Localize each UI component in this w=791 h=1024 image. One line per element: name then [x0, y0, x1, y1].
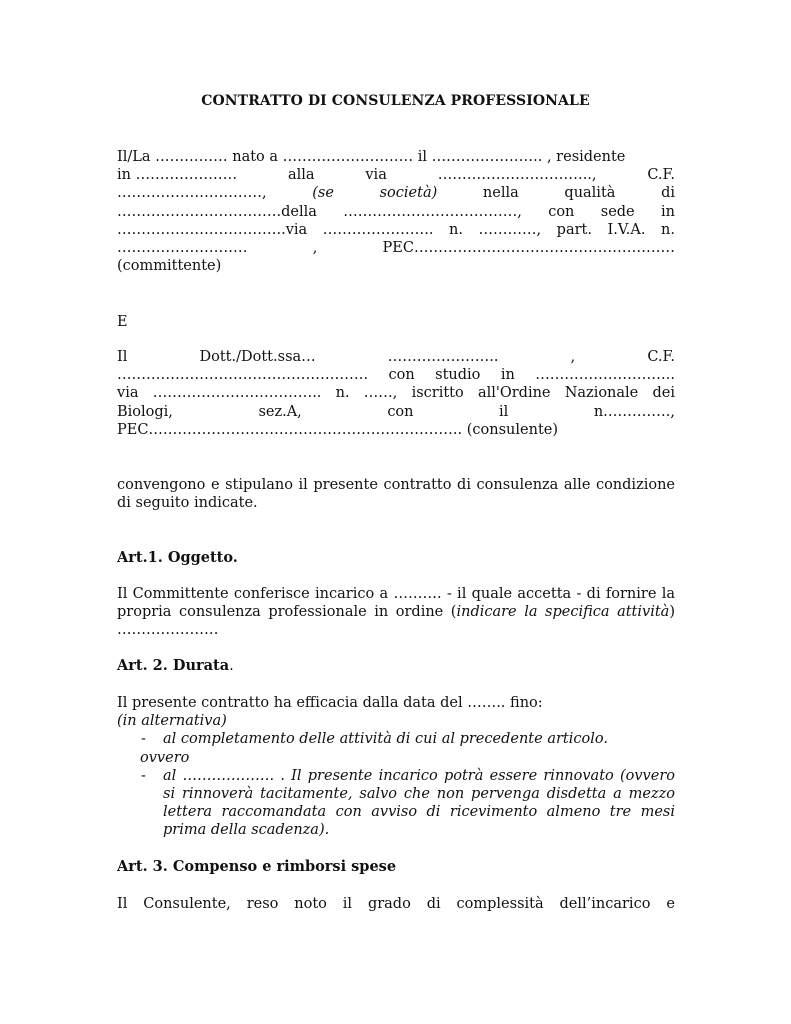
- committente-line-5: [117, 221, 675, 239]
- separator-e: E: [117, 314, 128, 330]
- committente-word: in: [660, 203, 675, 220]
- committente-line-7: [117, 257, 675, 275]
- consulente-word: il: [499, 403, 509, 420]
- committente-word: …………………..: [322, 221, 434, 238]
- art1-text-after: ) …………………: [117, 604, 675, 639]
- committente-word: (committente): [117, 258, 222, 275]
- consulente-line-1: [117, 348, 675, 366]
- consulente-word: con: [387, 403, 414, 420]
- committente-word: n.: [449, 221, 463, 238]
- committente-word: n.: [661, 221, 675, 238]
- committente-word: in …………………: [117, 167, 238, 184]
- consulente-line-3: [117, 384, 675, 402]
- committente-word: via: [365, 167, 387, 184]
- committente-block: [117, 148, 675, 275]
- committente-word: ……………………………..via: [117, 221, 308, 238]
- consulente-word: Dott./Dott.ssa…: [199, 349, 316, 365]
- committente-line-6: [117, 239, 675, 257]
- consulente-word: all'Ordine: [477, 385, 551, 402]
- committente-word: PEC………………………………………………: [382, 239, 675, 256]
- committente-word: con: [548, 203, 575, 220]
- art1-text-italic: indicare la specifica attività: [456, 604, 670, 621]
- committente-word: …………………………,: [117, 185, 267, 202]
- bullet-dash: -: [141, 767, 146, 784]
- consulente-word: ,: [570, 349, 576, 365]
- committente-line-2: [117, 166, 675, 184]
- committente-word: ,: [312, 239, 318, 256]
- committente-word: sede: [600, 203, 635, 220]
- art2-heading-text: Art. 2. Durata: [117, 657, 230, 674]
- art3-paragraph: [117, 895, 675, 913]
- art1-paragraph: [117, 585, 675, 640]
- art3-word: e: [666, 896, 675, 912]
- consulente-word: studio: [435, 367, 481, 384]
- committente-word: ………………………………,: [343, 203, 522, 220]
- art2-bullet-1-text: al completamento delle attività di cui al precedente articolo.: [163, 731, 608, 748]
- art3-word: grado: [367, 896, 411, 912]
- consulente-word: …………………..: [387, 349, 499, 365]
- committente-word: part.: [556, 221, 592, 238]
- consulente-word: Il: [117, 349, 128, 365]
- bullet-dash: -: [141, 731, 146, 748]
- art3-word: Il: [117, 896, 128, 912]
- committente-word: C.F.: [647, 167, 675, 184]
- art3-word: il: [342, 896, 353, 912]
- committente-word: di: [661, 185, 675, 202]
- committente-word: …………………………..,: [437, 167, 597, 184]
- consulente-word: Nazionale: [564, 385, 639, 402]
- consulente-word: n.: [335, 385, 350, 402]
- consulente-line-4: [117, 403, 675, 421]
- consulente-word: PEC……………………………………………………….. (consulente): [117, 421, 559, 438]
- art3-word: dell’incarico: [559, 896, 651, 912]
- art3-word: Consulente,: [143, 896, 231, 912]
- art1-text-before: Il Committente conferisce incarico a ………. - il quale accetta - di fornire la propria consulenza professionale in ordine (: [117, 586, 675, 621]
- art3-word: noto: [294, 896, 327, 912]
- art3-heading: Art. 3. Compenso e rimborsi spese: [117, 858, 397, 875]
- committente-line-3: [117, 184, 675, 202]
- art2-bullet-1: [117, 730, 675, 748]
- consulente-word: Biologi,: [117, 403, 173, 420]
- committente-word: Il/La …………… nato a ……………………… il ………………….. , residente: [117, 149, 626, 165]
- consulente-word: n.………….,: [593, 403, 675, 420]
- committente-word: I.V.A.: [607, 221, 646, 238]
- committente-word: alla: [287, 167, 315, 184]
- art2-bullet-2-text: al ………………. . Il presente incarico potrà essere rinnovato (ovvero si rinnoverà tacitamente, salvo che non pervenga disdetta a mezzo lettera raccomandata con avviso di ricevimento almeno tre mesi prima della scadenza).: [163, 767, 675, 839]
- consulente-line-5: [117, 421, 675, 439]
- committente-word: società): [379, 185, 438, 202]
- art2-heading-suffix: .: [229, 658, 234, 674]
- intro-paragraph: convengono e stipulano il presente contratto di consulenza alle condizione di seguito indicate.: [117, 477, 675, 512]
- art3-word: reso: [246, 896, 279, 912]
- committente-word: nella: [482, 185, 519, 202]
- consulente-word: …………………………………………….: [117, 367, 369, 384]
- art2-body: [117, 694, 675, 840]
- art2-heading: [117, 657, 234, 674]
- consulente-line-2: [117, 366, 675, 384]
- consulente-word: ………………………..: [535, 367, 675, 384]
- art3-word: di: [426, 896, 441, 912]
- art2-bullet-2: [117, 767, 675, 840]
- document-title: CONTRATTO DI CONSULENZA PROFESSIONALE: [201, 93, 590, 109]
- art2-alternativa: (in alternativa): [117, 713, 227, 730]
- consulente-word: via: [117, 385, 139, 402]
- art3-line-1: [117, 895, 675, 913]
- committente-word: qualità: [564, 185, 616, 202]
- art1-heading: Art.1. Oggetto.: [117, 549, 238, 566]
- consulente-word: ……………………………..: [152, 385, 322, 402]
- consulente-word: in: [500, 367, 515, 384]
- committente-word: (se: [312, 185, 334, 202]
- consulente-word: ……,: [363, 385, 398, 402]
- committente-word: …………,: [478, 221, 542, 238]
- art2-ovvero: ovvero: [140, 749, 190, 766]
- art3-word: complessità: [456, 896, 544, 912]
- committente-word: ………………………: [117, 239, 248, 256]
- consulente-word: iscritto: [411, 385, 464, 402]
- committente-word: …………………………….della: [117, 203, 317, 220]
- committente-line-4: [117, 203, 675, 221]
- consulente-word: con: [388, 367, 415, 384]
- consulente-word: C.F.: [647, 349, 675, 365]
- consulente-word: sez.A,: [258, 403, 302, 420]
- consulente-block: [117, 348, 675, 439]
- consulente-word: dei: [652, 385, 675, 402]
- art2-text: Il presente contratto ha efficacia dalla data del …….. fino:: [117, 695, 543, 711]
- committente-line-1: [117, 148, 675, 166]
